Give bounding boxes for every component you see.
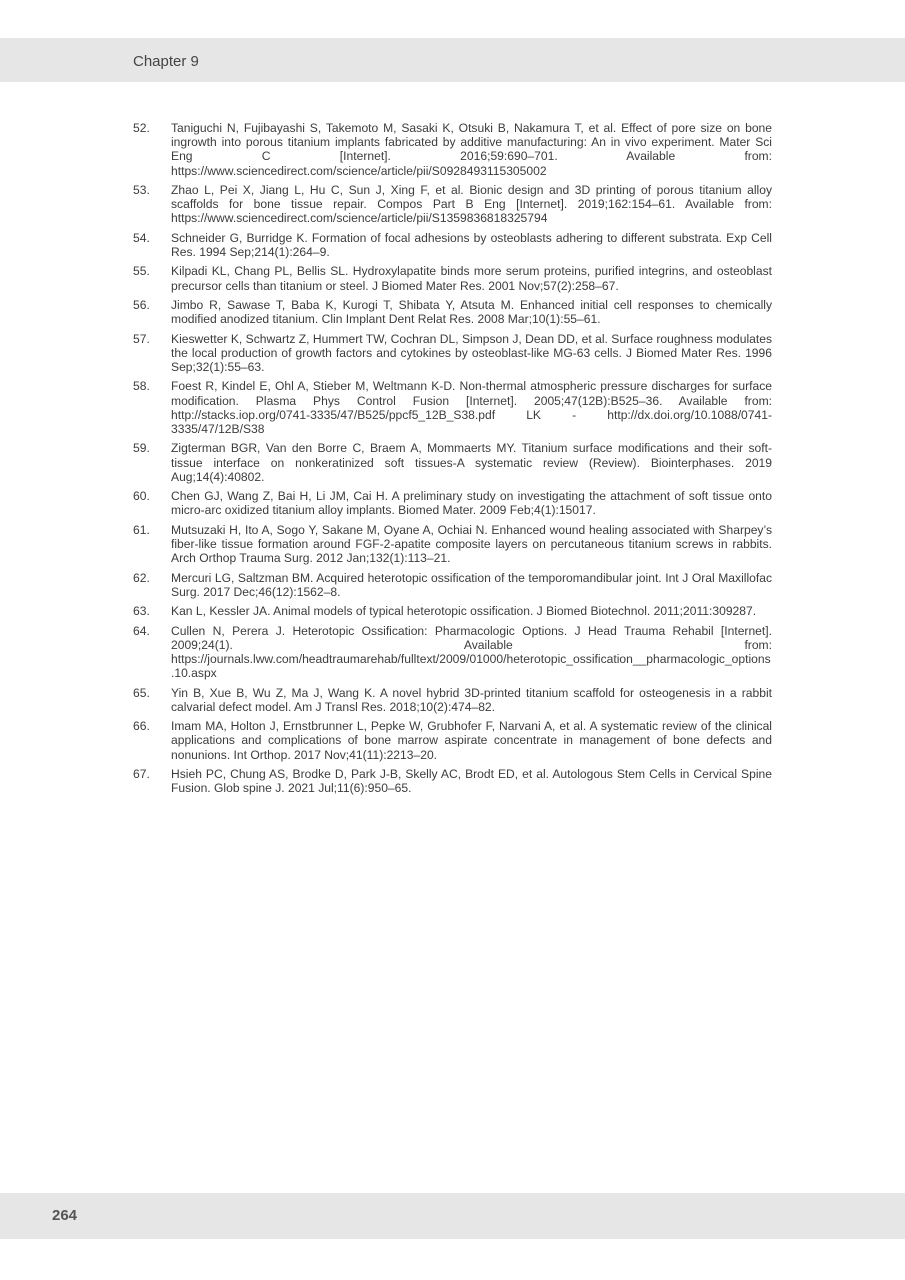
reference-list	[133, 121, 772, 801]
reference-item	[133, 332, 772, 375]
reference-item	[133, 231, 772, 259]
reference-number: 55.	[133, 264, 150, 279]
reference-number: 53.	[133, 183, 150, 197]
reference-item	[133, 379, 772, 436]
running-footer-bar	[0, 1193, 905, 1239]
reference-item	[133, 183, 772, 226]
reference-item	[133, 523, 772, 566]
reference-item	[133, 121, 772, 178]
reference-item	[133, 298, 772, 326]
reference-text: Foest R, Kindel E, Ohl A, Stieber M, Weltmann K-D. Non-thermal atmospheric pressure discharges for surface modification. Plasma Phys Control Fusion [Internet]. 2005;47(12B):B525–36. Available from: http://stacks.iop.org/0741-3335/47/B525/ppcf5_12B_S38.pdf LK - http://dx.doi.org/10.1088/0741-3335/47/12B/S38	[171, 379, 772, 436]
reference-item	[133, 489, 772, 517]
reference-number: 54.	[133, 230, 150, 245]
reference-number: 66.	[133, 719, 150, 734]
reference-number: 59.	[133, 441, 150, 456]
reference-text: Zhao L, Pei X, Jiang L, Hu C, Sun J, Xing F, et al. Bionic design and 3D printing of porous titanium alloy scaffolds for bone tissue repair. Compos Part B Eng [Internet]. 2019;162:154–61. Available from: https://www.sciencedirect.com/science/article/pii/S1359836818325794	[171, 183, 772, 226]
reference-number: 62.	[133, 570, 150, 585]
reference-number: 61.	[133, 522, 150, 537]
reference-text: Mutsuzaki H, Ito A, Sogo Y, Sakane M, Oyane A, Ochiai N. Enhanced wound healing associated with Sharpey’s fiber-like tissue formation around FGF-2-apatite composite layers on percutaneous titanium screws in rabbits. Arch Orthop Trauma Surg. 2012 Jan;132(1):113–21.	[171, 522, 772, 566]
chapter-title: Chapter 9	[133, 53, 199, 70]
reference-number: 64.	[133, 623, 150, 638]
reference-text: Imam MA, Holton J, Ernstbrunner L, Pepke W, Grubhofer F, Narvani A, et al. A systematic review of the clinical applications and complications of bone marrow aspirate concentrate in management of bone defects and nonunions. Int Orthop. 2017 Nov;41(11):2213–20.	[171, 719, 772, 762]
reference-number: 60.	[133, 489, 150, 504]
page-number: 264	[52, 1207, 78, 1224]
reference-item	[133, 571, 772, 599]
reference-text: Kieswetter K, Schwartz Z, Hummert TW, Cochran DL, Simpson J, Dean DD, et al. Surface roughness modulates the local production of growth factors and cytokines by osteoblast-like MG-63 cells. J Biomed Mater Res. 1996 Sep;32(1):55–63.	[171, 331, 772, 374]
reference-text: Schneider G, Burridge K. Formation of focal adhesions by osteoblasts adhering to different substrata. Exp Cell Res. 1994 Sep;214(1):264–9.	[171, 230, 772, 259]
reference-item	[133, 686, 772, 714]
reference-number: 58.	[133, 379, 150, 394]
reference-text: Taniguchi N, Fujibayashi S, Takemoto M, Sasaki K, Otsuki B, Nakamura T, et al. Effect of pore size on bone ingrowth into porous titanium implants fabricated by additive manufacturing: An in vivo experiment. Mater Sci Eng C [Internet]. 2016;59:690–701. Available from: https://www.sciencedirect.com/science/article/pii/S0928493115305002	[171, 121, 772, 178]
reference-number: 65.	[133, 685, 150, 700]
reference-text: Cullen N, Perera J. Heterotopic Ossification: Pharmacologic Options. J Head Trauma Rehabil [Internet]. 2009;24(1). Available from: https://journals.lww.com/headtraumarehab/fulltext/2009/01000/heterotopic_ossification__pharmacologic_options.10.aspx	[171, 623, 772, 681]
reference-item	[133, 624, 772, 681]
reference-number: 56.	[133, 297, 150, 312]
reference-item	[133, 767, 772, 795]
reference-number: 63.	[133, 604, 150, 619]
reference-number: 57.	[133, 331, 150, 346]
reference-text: Kilpadi KL, Chang PL, Bellis SL. Hydroxylapatite binds more serum proteins, purified integrins, and osteoblast precursor cells than titanium or steel. J Biomed Mater Res. 2001 Nov;57(2):258–67.	[171, 264, 772, 293]
reference-text: Chen GJ, Wang Z, Bai H, Li JM, Cai H. A preliminary study on investigating the attachment of soft tissue onto micro-arc oxidized titanium alloy implants. Biomed Mater. 2009 Feb;4(1):15017.	[171, 489, 772, 518]
reference-text: Jimbo R, Sawase T, Baba K, Kurogi T, Shibata Y, Atsuta M. Enhanced initial cell responses to chemically modified anodized titanium. Clin Implant Dent Relat Res. 2008 Mar;10(1):55–61.	[171, 297, 772, 327]
reference-number: 67.	[133, 766, 150, 781]
reference-text: Yin B, Xue B, Wu Z, Ma J, Wang K. A novel hybrid 3D-printed titanium scaffold for osteogenesis in a rabbit calvarial defect model. Am J Transl Res. 2018;10(2):474–82.	[171, 685, 772, 714]
reference-text: Mercuri LG, Saltzman BM. Acquired heterotopic ossification of the temporomandibular joint. Int J Oral Maxillofac Surg. 2017 Dec;46(12):1562–8.	[171, 570, 772, 599]
reference-item	[133, 604, 772, 618]
reference-item	[133, 719, 772, 762]
reference-item	[133, 441, 772, 484]
reference-text: Zigterman BGR, Van den Borre C, Braem A, Mommaerts MY. Titanium surface modifications and their soft-tissue interface on nonkeratinized soft tissues-A systematic review (Review). Biointerphases. 2019 Aug;14(4):40802.	[171, 441, 772, 484]
reference-text: Kan L, Kessler JA. Animal models of typical heterotopic ossification. J Biomed Biotechnol. 2011;2011:309287.	[171, 604, 757, 619]
reference-text: Hsieh PC, Chung AS, Brodke D, Park J-B, Skelly AC, Brodt ED, et al. Autologous Stem Cells in Cervical Spine Fusion. Glob spine J. 2021 Jul;11(6):950–65.	[171, 766, 772, 796]
reference-number: 52.	[133, 121, 150, 135]
reference-item	[133, 264, 772, 292]
